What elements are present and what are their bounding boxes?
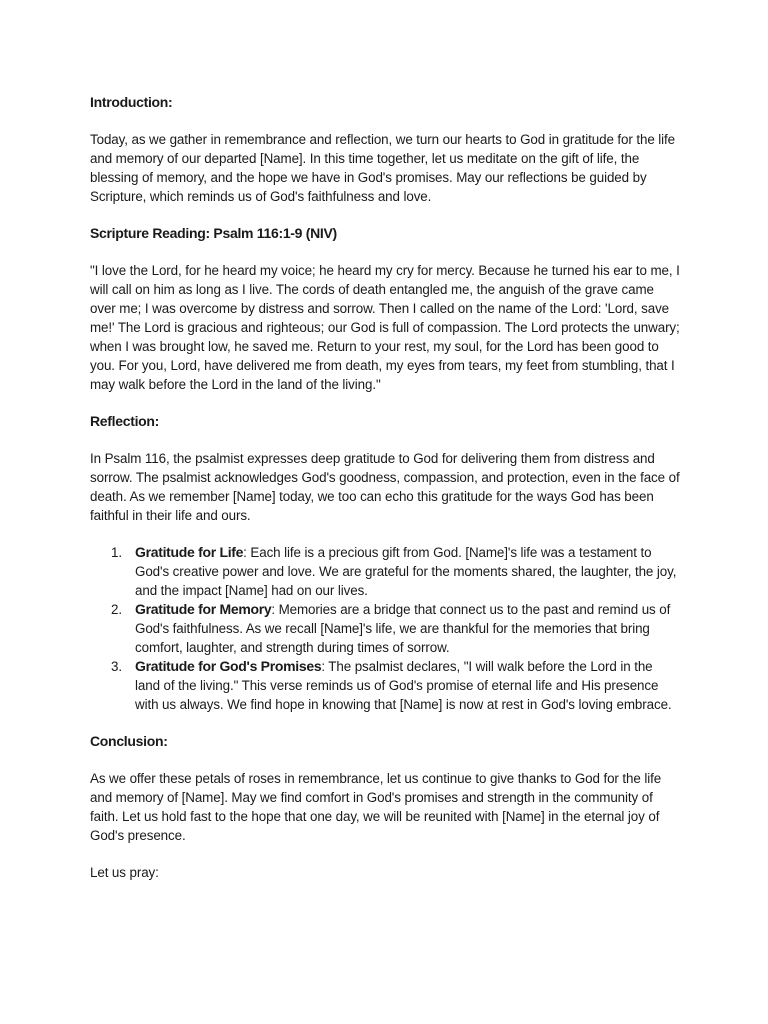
scripture-paragraph: "I love the Lord, for he heard my voice; he heard my cry for mercy. Because he turned his ear to me, I will call on him as long as I live. The cords of death entangled me, the anguish of the grave came over me; I was overcome by distress and sorrow. Then I called on the name of the Lord: 'Lord, save me!' The Lord is gracious and righteous; our God is full of compassion. The Lord protects the unwary; when I was brought low, he saved me. Return to your rest, my soul, for the Lord has been good to you. For you, Lord, have delivered me from death, my eyes from tears, my feet from stumbling, that I may walk before the Lord in the land of the living." — [90, 263, 680, 392]
list-item-number: 3. — [111, 659, 122, 674]
list-item-lead: Gratitude for Memory — [135, 601, 272, 617]
closing-line: Let us pray: — [90, 865, 159, 880]
list-item-number: 1. — [111, 545, 122, 560]
list-item-text: : The psalmist declares, "I will walk before the Lord in the land of the living." This verse reminds us of God's promise of eternal life and His presence with us always. We find hope in knowing that [Name] is now at rest in God's loving embrace. — [135, 659, 672, 712]
conclusion-heading: Conclusion: — [90, 733, 168, 749]
list-item-lead: Gratitude for God's Promises — [135, 658, 322, 674]
scripture-heading: Scripture Reading: Psalm 116:1-9 (NIV) — [90, 225, 337, 241]
conclusion-paragraph: As we offer these petals of roses in remembrance, let us continue to give thanks to God for the life and memory of [Name]. May we find comfort in God's promises and strength in the community of faith. Let us hold fast to the hope that one day, we will be reunited with [Name] in the eternal joy of God's presence. — [90, 771, 662, 843]
reflection-paragraph: In Psalm 116, the psalmist expresses deep gratitude to God for delivering them from distress and sorrow. The psalmist acknowledges God's goodness, compassion, and protection, even in the face of death. As we remember [Name] today, we too can echo this gratitude for the ways God has been faithful in their life and ours. — [90, 451, 680, 523]
list-item-lead: Gratitude for Life — [135, 544, 244, 560]
list-item — [111, 657, 680, 714]
gratitude-list — [90, 543, 680, 714]
list-item — [111, 543, 680, 600]
document-page — [90, 93, 680, 882]
list-item-number: 2. — [111, 602, 122, 617]
list-item-text: : Memories are a bridge that connect us to the past and remind us of God's faithfulness. As we recall [Name]'s life, we are thankful for the memories that bring comfort, laughter, and strength during times of sorrow. — [135, 602, 671, 655]
introduction-paragraph: Today, as we gather in remembrance and reflection, we turn our hearts to God in gratitude for the life and memory of our departed [Name]. In this time together, let us meditate on the gift of life, the blessing of memory, and the hope we have in God's promises. May our reflections be guided by Scripture, which reminds us of God's faithfulness and love. — [90, 132, 676, 204]
introduction-heading: Introduction: — [90, 94, 173, 110]
reflection-heading: Reflection: — [90, 413, 160, 429]
list-item-text: : Each life is a precious gift from God. [Name]'s life was a testament to God's creative power and love. We are grateful for the moments shared, the laughter, the joy, and the impact [Name] had on our lives. — [135, 545, 677, 598]
list-item — [111, 600, 680, 657]
